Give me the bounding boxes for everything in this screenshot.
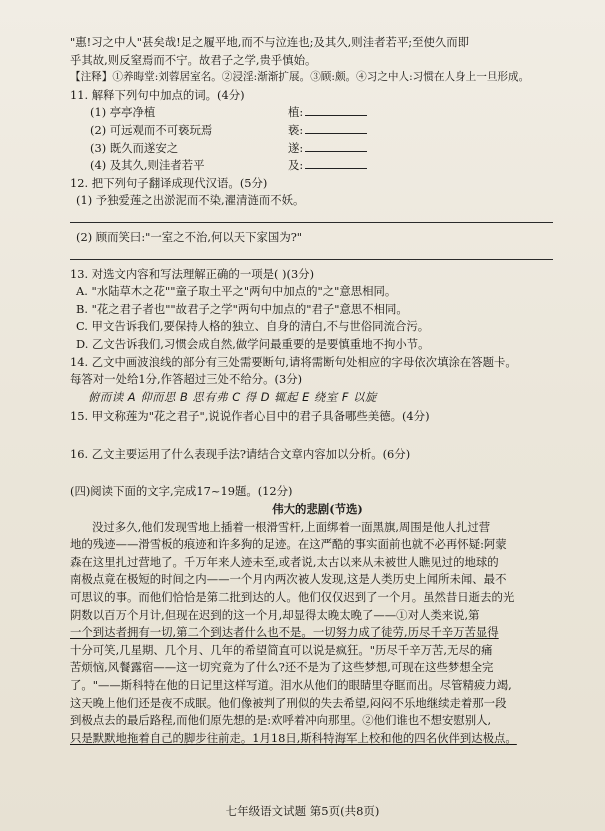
q13-option-c: C. 甲文告诉我们,要保持人格的独立、自身的清白,不与世俗同流合污。 <box>76 319 430 334</box>
question-14-title: 14. 乙文中画波浪线的部分有三处需要断句,请将需断句处相应的字母依次填涂在答题卡。 <box>70 354 517 369</box>
q11-sentence: (3) 既久而遂安之 <box>90 140 179 155</box>
reading-line: 苦烦恼,风餐露宿——这一切究竟为了什么?还不是为了这些梦想,可现在这些梦想全完 <box>70 660 494 675</box>
q13-option-b: B. "花之君子者也""故君子之学"两句中加点的"君子"意思不相同。 <box>76 301 408 316</box>
q12-item-1: (1) 予独爱莲之出淤泥而不染,濯清涟而不妖。 <box>76 193 305 208</box>
question-14-title-cont: 每答对一处给1分,作答超过三处不给分。(3分) <box>70 372 303 387</box>
reading-line: 南极点竟在极短的时间之内——一个月内两次被人发现,这是人类历史上闻所未闻、最不 <box>70 572 507 587</box>
annotation-note: 【注释】①养晦堂:刘蓉居室名。②浸淫:渐渐扩展。③顾:颇。④习之中人:习惯在人身上一旦形成。 <box>70 71 530 84</box>
reading-line: 没过多久,他们发现雪地上插着一根滑雪杆,上面绑着一面黑旗,周围是他人扎过营 <box>92 519 491 534</box>
question-11-title: 11. 解释下列句中加点的词。(4分) <box>70 87 245 102</box>
reading-line: 可思议的事。而他们恰恰是第二批到达的人。他们仅仅迟到了一个月。虽然昔日逝去的光 <box>70 590 515 605</box>
answer-line[interactable] <box>70 212 553 223</box>
section-4-heading: (四)阅读下面的文字,完成17~19题。(12分) <box>70 484 293 499</box>
q11-sentence: (1) 亭亭净植 <box>90 105 156 120</box>
answer-blank[interactable] <box>305 140 367 152</box>
reading-line: 阴数以百万个月计,但现在迟到的这一个月,却显得太晚太晚了——①对人类来说,第 <box>70 607 480 622</box>
passage-line: 乎其故,则反窒焉而不宁。故君子之学,贵乎慎始。 <box>70 52 317 67</box>
passage-line: "惠!习之中人"甚矣哉!足之履平地,而不与泣连也;及其久,则洼者若平;至使久而即 <box>70 35 470 49</box>
page-footer: 七年级语文试题 第5页(共8页) <box>225 804 380 819</box>
reading-line: 了。"——斯科特在他的日记里这样写道。泪水从他们的眼睛里夺眶而出。尽管精疲力竭, <box>70 678 512 692</box>
reading-title: 伟大的悲剧(节选) <box>272 502 363 517</box>
q13-option-d: D. 乙文告诉我们,习惯会成自然,做学问最重要的是要慎重地不拘小节。 <box>76 336 430 351</box>
q11-label: 亵: <box>288 122 304 137</box>
answer-blank[interactable] <box>305 104 367 116</box>
reading-line: 森在这里扎过营地了。千万年来人迹未至,或者说,太古以来从未被世人瞧见过的地球的 <box>70 554 499 569</box>
question-15: 15. 甲文称莲为"花之君子",说说作者心目中的君子具备哪些美德。(4分) <box>70 409 430 424</box>
question-11-item <box>70 104 565 122</box>
q11-sentence: (4) 及其久,则洼者若平 <box>90 158 205 173</box>
q11-sentence: (2) 可远观而不可亵玩焉 <box>90 122 213 137</box>
question-13-title: 13. 对选文内容和写法理解正确的一项是( )(3分) <box>70 266 315 281</box>
question-11-item <box>70 140 565 158</box>
reading-line: 到极点去的最后路程,而他们原先想的是:欢呼着冲向那里。②他们谁也不想安慰别人, <box>70 713 492 728</box>
question-11-item <box>70 122 565 140</box>
reading-line-underlined: 只是默默地拖着自己的脚步往前走。1月18日,斯科特海军上校和他的四名伙伴到达极点。 <box>70 730 517 745</box>
reading-line: 十分可笑,几星期、几个月、几年的希望简直可以说是疯狂。"历尽千辛万苦,无尽的痛 <box>70 642 493 657</box>
reading-line: 这天晚上他们还是夜不成眠。他们像被判了刑似的失去希望,闷闷不乐地继续走着那一段 <box>70 695 507 710</box>
answer-blank[interactable] <box>305 122 367 134</box>
question-16: 16. 乙文主要运用了什么表现手法?请结合文章内容加以分析。(6分) <box>70 446 411 461</box>
q11-label: 植: <box>288 105 304 120</box>
q12-item-2: (2) 顾而笑曰:"一室之不治,何以天下家国为?" <box>76 229 303 244</box>
q14-handwritten-answer: 俯而读 A 仰而思 B 思有弗 C 得 D 辄起 E 绕室 F 以旋 <box>88 389 377 404</box>
q11-label: 遂: <box>288 140 304 155</box>
reading-line: 地的残迹——滑雪板的痕迹和许多狗的足迹。在这严酷的事实面前也就不必再怀疑:阿蒙 <box>70 537 507 552</box>
reading-line-underlined: 一个到达者拥有一切,第二个到达者什么也不是。一切努力成了徒劳,历尽千辛万苦显得 <box>70 625 499 640</box>
question-12-title: 12. 把下列句子翻译成现代汉语。(5分) <box>70 175 268 190</box>
q13-option-a: A. "水陆草木之花""童子取土平之"两句中加点的"之"意思相同。 <box>76 284 397 299</box>
answer-line[interactable] <box>70 249 553 260</box>
q11-label: 及: <box>288 158 304 173</box>
question-11-item <box>70 157 565 175</box>
answer-blank[interactable] <box>305 157 367 169</box>
